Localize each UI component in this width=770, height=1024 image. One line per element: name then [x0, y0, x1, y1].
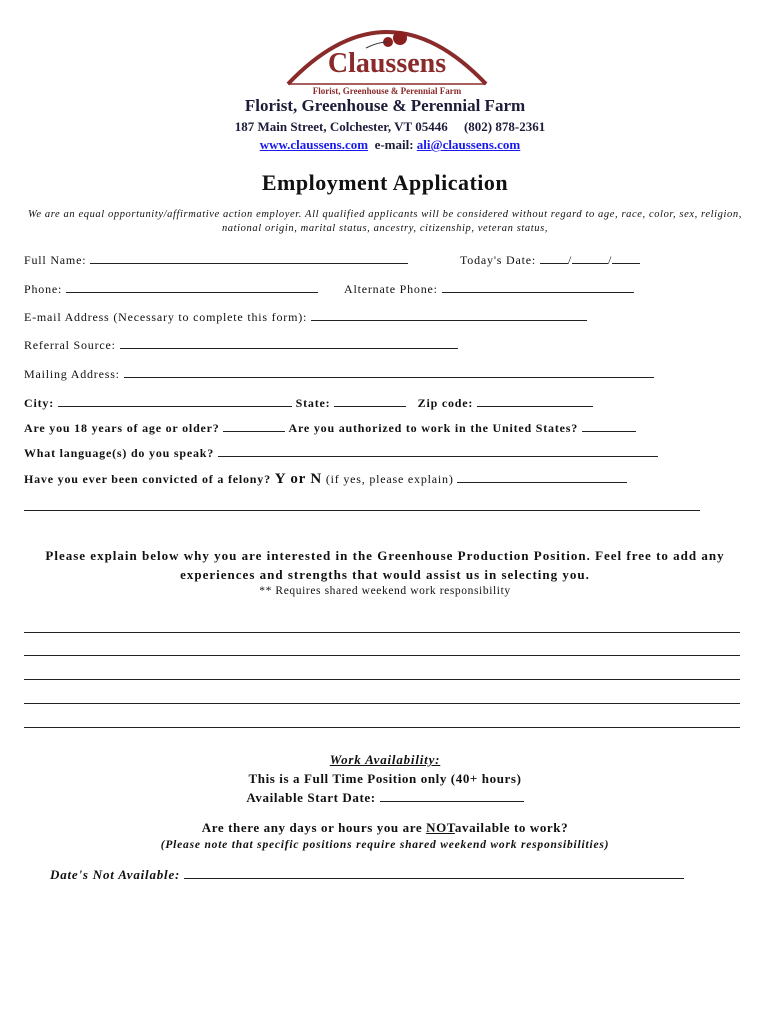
- address-line: [0, 119, 770, 135]
- mailing-row: [24, 366, 654, 382]
- start-date-row: [0, 790, 770, 806]
- work-availability-heading: Work Availability:: [329, 752, 441, 767]
- eligibility-row: [24, 420, 636, 436]
- languages-row: [24, 445, 658, 461]
- todays-date-row: [460, 252, 640, 268]
- felony-explain-label: (if yes, please explain): [325, 472, 454, 486]
- phone-field[interactable]: [66, 281, 318, 293]
- felony-question: Have you ever been convicted of a felony?: [24, 472, 271, 486]
- svg-text:Claussens: Claussens: [327, 48, 447, 79]
- weekend-responsibility-note: (Please note that specific positions require shared weekend work responsibilities): [160, 839, 610, 851]
- date-separator: /: [567, 253, 572, 267]
- alt-phone-field[interactable]: [442, 281, 634, 293]
- org-name: Florist, Greenhouse & Perennial Farm: [244, 96, 526, 115]
- phone-label: Phone:: [24, 282, 63, 296]
- dates-not-available-row: [50, 866, 684, 883]
- website-link[interactable]: www.claussens.com: [259, 137, 369, 152]
- zip-field[interactable]: [477, 395, 593, 407]
- date-month-field[interactable]: [540, 252, 568, 264]
- phone-number: (802) 878-2361: [463, 119, 546, 134]
- interest-prompt: Please explain below why you are interested in the Greenhouse Production Position. Feel free to add any experiences and strengths that would assist us in selecting you.: [45, 548, 725, 582]
- answer-line[interactable]: [24, 727, 740, 728]
- days-question: [0, 820, 770, 836]
- alt-phone-label: Alternate Phone:: [344, 282, 438, 296]
- street-address: 187 Main Street, Colchester, VT 05446: [234, 119, 448, 134]
- referral-row: [24, 337, 458, 353]
- answer-line[interactable]: [24, 655, 740, 656]
- referral-label: Referral Source:: [24, 338, 116, 352]
- start-date-label: Available Start Date:: [246, 790, 376, 805]
- full-time-note: This is a Full Time Position only (40+ hours): [248, 771, 522, 786]
- full-name-row: [24, 252, 408, 268]
- email-field[interactable]: [311, 309, 587, 321]
- age-question: Are you 18 years of age or older?: [24, 421, 220, 435]
- dates-not-available-label: Date's Not Available:: [50, 867, 181, 882]
- eeo-statement: We are an equal opportunity/affirmative action employer. All qualified applicants will be considered without regard to age, race, color, sex, religion, national origin, marital status, ancestry, citizenship, veteran status,: [28, 209, 742, 234]
- email-link[interactable]: ali@claussens.com: [416, 137, 521, 152]
- email-field-label: E-mail Address (Necessary to complete this form):: [24, 310, 308, 324]
- todays-date-label: Today's Date:: [460, 253, 537, 267]
- email-row: [24, 309, 587, 325]
- state-label: State:: [295, 396, 331, 410]
- date-separator: /: [608, 253, 613, 267]
- days-question-pre: Are there any days or hours you are: [201, 820, 423, 835]
- zip-label: Zip code:: [417, 396, 474, 410]
- svg-text:Florist, Greenhouse & Perennia: Florist, Greenhouse & Perennial Farm: [312, 86, 462, 96]
- felony-row: [24, 471, 627, 488]
- form-title: Employment Application: [261, 170, 509, 195]
- date-day-field[interactable]: [572, 252, 608, 264]
- full-name-label: Full Name:: [24, 253, 87, 267]
- felony-options[interactable]: Y or N: [274, 471, 322, 487]
- date-year-field[interactable]: [612, 252, 640, 264]
- age-answer-field[interactable]: [223, 420, 285, 432]
- authorized-question: Are you authorized to work in the United States?: [288, 421, 579, 435]
- languages-question: What language(s) do you speak?: [24, 446, 215, 460]
- days-question-post: available to work?: [454, 820, 569, 835]
- phone-row: [24, 281, 318, 297]
- mailing-field[interactable]: [124, 366, 654, 378]
- city-state-zip-row: [24, 395, 593, 411]
- authorized-answer-field[interactable]: [582, 420, 636, 432]
- felony-explain-line[interactable]: [24, 510, 700, 511]
- interest-weekend-note: ** Requires shared weekend work responsibility: [259, 585, 511, 597]
- full-name-field[interactable]: [90, 252, 408, 264]
- days-question-not: NOT: [426, 820, 455, 835]
- city-label: City:: [24, 396, 54, 410]
- languages-field[interactable]: [218, 445, 658, 457]
- answer-line[interactable]: [24, 632, 740, 633]
- contact-links: [0, 137, 770, 153]
- claussens-logo: [280, 14, 494, 98]
- alt-phone-row: [344, 281, 634, 297]
- felony-explain-field[interactable]: [457, 471, 627, 483]
- start-date-field[interactable]: [380, 790, 524, 802]
- state-field[interactable]: [334, 395, 406, 407]
- referral-field[interactable]: [120, 337, 458, 349]
- email-label: e-mail:: [374, 137, 414, 152]
- dates-not-available-field[interactable]: [184, 866, 684, 879]
- answer-line[interactable]: [24, 679, 740, 680]
- city-field[interactable]: [58, 395, 292, 407]
- answer-line[interactable]: [24, 703, 740, 704]
- mailing-label: Mailing Address:: [24, 367, 120, 381]
